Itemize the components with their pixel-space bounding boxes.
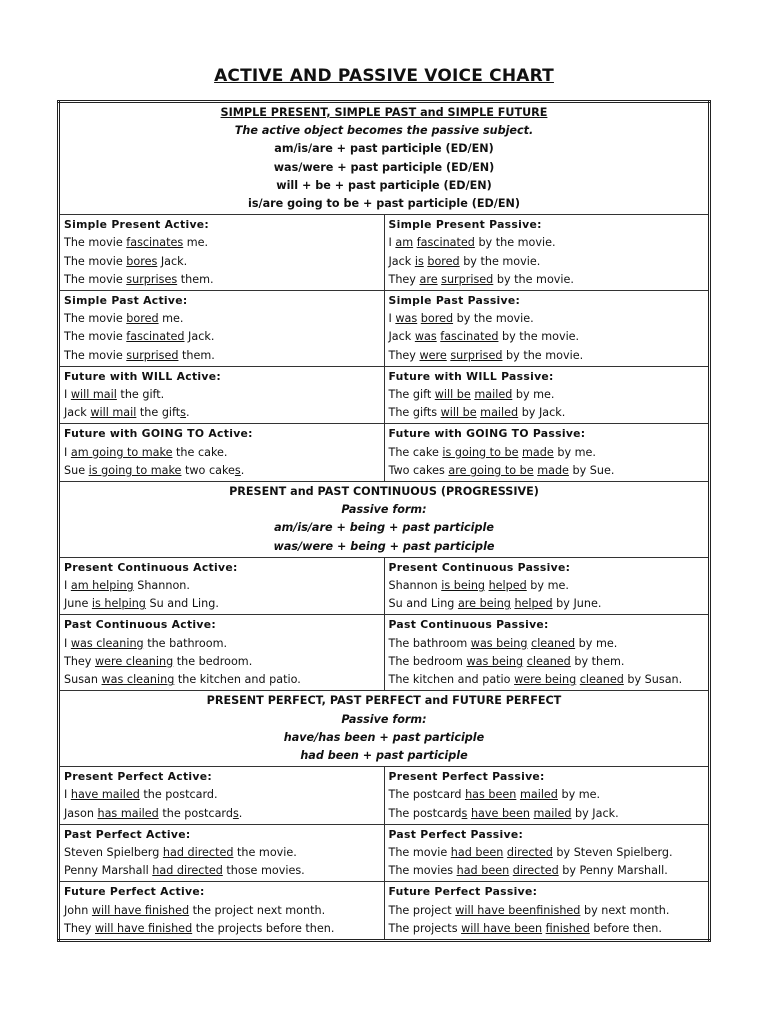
- sentence-text: Shannon: [388, 579, 442, 593]
- verb-phrase: had directed: [152, 864, 223, 878]
- passive-cell: [384, 366, 710, 424]
- example-sentence: [64, 786, 380, 804]
- sentence-text: The movie: [64, 312, 127, 326]
- section-header: [59, 102, 710, 215]
- example-sentence: [64, 386, 380, 404]
- sentence-text: Jack: [388, 330, 415, 344]
- header-line: Passive form:: [341, 503, 427, 517]
- sentence-text: by Jack.: [518, 406, 566, 420]
- voice-chart-table: [57, 100, 711, 942]
- sentence-text: by me.: [512, 388, 555, 402]
- sentence-text: by me.: [553, 445, 596, 459]
- verb-phrase: made: [522, 445, 554, 459]
- header-line: will + be + past participle (ED/EN): [276, 178, 492, 192]
- active-cell: [59, 615, 385, 691]
- verb-phrase: mailed: [519, 788, 558, 802]
- cell-label: Past Perfect Passive:: [388, 827, 524, 841]
- verb-phrase: helped: [488, 579, 527, 593]
- cell-label: Future with GOING TO Active:: [64, 427, 253, 441]
- cell-label: Simple Past Active:: [64, 294, 188, 308]
- sentence-text: The postcard: [388, 806, 462, 820]
- sentence-text: The kitchen and patio: [388, 673, 515, 687]
- sentence-text: The bathroom: [388, 636, 471, 650]
- sentence-text: the gift.: [116, 388, 165, 402]
- sentence-text: The bedroom: [388, 654, 467, 668]
- example-sentence: [64, 271, 380, 289]
- example-sentence: [64, 595, 380, 613]
- sentence-text: the bedroom.: [173, 654, 253, 668]
- example-sentence: [389, 595, 705, 613]
- sentence-text: The movies: [388, 864, 457, 878]
- cell-label: Future Perfect Active:: [64, 885, 205, 899]
- sentence-text: the cake.: [172, 445, 228, 459]
- active-cell: [59, 882, 385, 941]
- header-line: Passive form:: [341, 712, 427, 726]
- verb-phrase: was being: [466, 654, 524, 668]
- example-sentence: [389, 328, 705, 346]
- cell-label: Future with GOING TO Passive:: [388, 427, 586, 441]
- sentence-text: by them.: [570, 654, 625, 668]
- verb-phrase: mailed: [480, 406, 519, 420]
- header-line: am/is/are + being + past participle: [274, 521, 494, 535]
- passive-cell: [384, 882, 710, 941]
- sentence-text: I: [64, 788, 71, 802]
- sentence-text: by me.: [557, 788, 601, 802]
- sentence-text: the gift: [136, 406, 181, 420]
- sentence-text: Steven Spielberg: [64, 845, 163, 859]
- verb-phrase: mailed: [474, 388, 513, 402]
- sentence-text: the postcard.: [139, 788, 218, 802]
- sentence-text: by the movie.: [474, 236, 556, 250]
- sentence-text: by Sue.: [568, 463, 615, 477]
- tense-row: [59, 557, 710, 615]
- verb-phrase: is being: [441, 579, 486, 593]
- sentence-text: by June.: [552, 597, 602, 611]
- sentence-text: by the movie.: [498, 330, 580, 344]
- example-sentence: [389, 862, 705, 880]
- example-sentence: [64, 328, 380, 346]
- verb-phrase: s: [234, 463, 241, 477]
- example-sentence: [64, 805, 380, 823]
- cell-label: Present Continuous Passive:: [388, 560, 571, 574]
- example-sentence: [389, 805, 705, 823]
- sentence-text: Penny Marshall: [64, 864, 153, 878]
- header-line: have/has been + past participle: [283, 730, 485, 744]
- sentence-text: The movie: [64, 330, 127, 344]
- verb-phrase: were cleaning: [94, 654, 174, 668]
- sentence-text: The gift: [388, 388, 435, 402]
- verb-phrase: fascinates: [126, 236, 184, 250]
- example-sentence: [389, 310, 705, 328]
- verb-phrase: is helping: [91, 597, 146, 611]
- example-sentence: [389, 902, 705, 920]
- verb-phrase: am helping: [70, 579, 134, 593]
- verb-phrase: will mail: [90, 406, 137, 420]
- verb-phrase: was being: [470, 636, 528, 650]
- header-line: PRESENT and PAST CONTINUOUS (PROGRESSIVE): [229, 485, 539, 499]
- cell-label: Present Perfect Passive:: [388, 770, 545, 784]
- cell-label: Past Continuous Active:: [64, 618, 217, 632]
- sentence-text: The movie: [64, 254, 127, 268]
- sentence-text: They: [388, 272, 420, 286]
- verb-phrase: directed: [506, 845, 553, 859]
- example-sentence: [64, 404, 380, 422]
- sentence-text: by Jack.: [571, 806, 619, 820]
- sentence-text: The movie: [388, 845, 451, 859]
- sentence-text: I: [64, 636, 71, 650]
- verb-phrase: cleaned: [526, 654, 571, 668]
- cell-label: Future with WILL Active:: [64, 369, 222, 383]
- verb-phrase: have been: [470, 806, 530, 820]
- example-sentence: [64, 671, 380, 689]
- verb-phrase: fascinated: [440, 330, 499, 344]
- sentence-text: the postcard: [158, 806, 233, 820]
- verb-phrase: had directed: [162, 845, 234, 859]
- header-line: had been + past participle: [300, 748, 468, 762]
- tense-row: [59, 824, 710, 882]
- sentence-text: those movies.: [222, 864, 305, 878]
- sentence-text: Su and Ling: [388, 597, 458, 611]
- verb-phrase: directed: [512, 864, 559, 878]
- example-sentence: [64, 577, 380, 595]
- sentence-text: the kitchen and patio.: [174, 673, 301, 687]
- sentence-text: .: [238, 806, 243, 820]
- sentence-text: the bathroom.: [143, 636, 228, 650]
- sentence-text: by Penny Marshall.: [558, 864, 668, 878]
- header-line: was/were + past participle (ED/EN): [273, 160, 495, 174]
- cell-label: Future with WILL Passive:: [388, 369, 554, 383]
- example-sentence: [64, 653, 380, 671]
- verb-phrase: have mailed: [70, 788, 140, 802]
- active-cell: [59, 291, 385, 367]
- verb-phrase: will have been: [461, 921, 543, 935]
- verb-phrase: will have finished: [94, 921, 193, 935]
- cell-label: Future Perfect Passive:: [388, 885, 538, 899]
- chart-body: [59, 102, 710, 941]
- sentence-text: The projects: [388, 921, 462, 935]
- verb-phrase: made: [537, 463, 569, 477]
- sentence-text: Su and Ling.: [145, 597, 219, 611]
- sentence-text: .: [240, 463, 245, 477]
- verb-phrase: are being: [457, 597, 511, 611]
- verb-phrase: was: [395, 312, 418, 326]
- example-sentence: [389, 786, 705, 804]
- sentence-text: Shannon.: [133, 579, 190, 593]
- tense-row: [59, 366, 710, 424]
- example-sentence: [389, 920, 705, 938]
- passive-cell: [384, 215, 710, 291]
- tense-row: [59, 615, 710, 691]
- example-sentence: [389, 671, 705, 689]
- passive-cell: [384, 824, 710, 882]
- sentence-text: by me.: [575, 636, 618, 650]
- verb-phrase: were being: [514, 673, 577, 687]
- example-sentence: [389, 444, 705, 462]
- sentence-text: I: [64, 388, 71, 402]
- header-line: am/is/are + past participle (ED/EN): [274, 142, 494, 156]
- page-title: ACTIVE AND PASSIVE VOICE CHART: [214, 66, 554, 86]
- example-sentence: [389, 577, 705, 595]
- header-line: was/were + being + past participle: [273, 539, 495, 553]
- passive-cell: [384, 615, 710, 691]
- example-sentence: [389, 635, 705, 653]
- active-cell: [59, 767, 385, 825]
- example-sentence: [64, 862, 380, 880]
- verb-phrase: am going to make: [70, 445, 173, 459]
- active-cell: [59, 557, 385, 615]
- verb-phrase: were: [419, 348, 447, 362]
- sentence-text: Two cakes: [388, 463, 449, 477]
- sentence-text: the projects before then.: [192, 921, 335, 935]
- verb-phrase: fascinated: [416, 236, 475, 250]
- sentence-text: The movie: [64, 272, 127, 286]
- verb-phrase: s: [232, 806, 239, 820]
- example-sentence: [64, 462, 380, 480]
- verb-phrase: had been: [450, 845, 504, 859]
- verb-phrase: was: [414, 330, 437, 344]
- section-header-row: [59, 102, 710, 215]
- example-sentence: [389, 844, 705, 862]
- sentence-text: by Steven Spielberg.: [552, 845, 673, 859]
- sentence-text: The postcard: [388, 788, 466, 802]
- sentence-text: They: [64, 654, 95, 668]
- sentence-text: Jack: [388, 254, 415, 268]
- verb-phrase: will have finished: [91, 903, 190, 917]
- example-sentence: [389, 347, 705, 365]
- example-sentence: [389, 234, 705, 252]
- verb-phrase: finished: [536, 903, 581, 917]
- sentence-text: Jack.: [157, 254, 188, 268]
- header-line: PRESENT PERFECT, PAST PERFECT and FUTURE PERFECT: [206, 694, 562, 708]
- sentence-text: them.: [178, 348, 215, 362]
- sentence-text: John: [64, 903, 92, 917]
- sentence-text: June: [64, 597, 92, 611]
- verb-phrase: has mailed: [97, 806, 159, 820]
- sentence-text: I: [388, 236, 396, 250]
- cell-label: Past Continuous Passive:: [388, 618, 549, 632]
- example-sentence: [64, 253, 380, 271]
- verb-phrase: helped: [514, 597, 553, 611]
- active-cell: [59, 366, 385, 424]
- sentence-text: by me.: [526, 579, 569, 593]
- active-cell: [59, 215, 385, 291]
- sentence-text: me.: [158, 312, 184, 326]
- cell-label: Past Perfect Active:: [64, 827, 191, 841]
- cell-label: Simple Present Active:: [64, 218, 210, 232]
- verb-phrase: cleaned: [579, 673, 624, 687]
- verb-phrase: was cleaning: [70, 636, 144, 650]
- verb-phrase: cleaned: [531, 636, 576, 650]
- sentence-text: The movie: [64, 236, 127, 250]
- sentence-text: before then.: [589, 921, 662, 935]
- passive-cell: [384, 767, 710, 825]
- header-line: is/are going to be + past participle (ED/EN): [248, 197, 520, 211]
- cell-label: Present Perfect Active:: [64, 770, 213, 784]
- cell-label: Present Continuous Active:: [64, 560, 238, 574]
- example-sentence: [389, 271, 705, 289]
- header-line: SIMPLE PRESENT, SIMPLE PAST and SIMPLE FUTURE: [220, 106, 548, 119]
- sentence-text: They: [388, 348, 420, 362]
- verb-phrase: are going to be: [448, 463, 534, 477]
- verb-phrase: will have been: [455, 903, 537, 917]
- verb-phrase: surprised: [126, 348, 179, 362]
- verb-phrase: bored: [427, 254, 460, 268]
- example-sentence: [64, 902, 380, 920]
- sentence-text: by the movie.: [459, 254, 541, 268]
- section-header-row: [59, 482, 710, 558]
- tense-row: [59, 424, 710, 482]
- sentence-text: by the movie.: [453, 312, 534, 326]
- verb-phrase: surprises: [126, 272, 178, 286]
- tense-row: [59, 882, 710, 941]
- verb-phrase: had been: [456, 864, 510, 878]
- verb-phrase: will be: [440, 406, 477, 420]
- section-header-row: [59, 691, 710, 767]
- verb-phrase: is: [414, 254, 424, 268]
- sentence-text: I: [64, 579, 71, 593]
- sentence-text: Susan: [64, 673, 102, 687]
- verb-phrase: am: [395, 236, 414, 250]
- section-header: [59, 482, 710, 558]
- active-cell: [59, 424, 385, 482]
- active-cell: [59, 824, 385, 882]
- sentence-text: I: [64, 445, 71, 459]
- sentence-text: The cake: [388, 445, 443, 459]
- verb-phrase: bored: [420, 312, 454, 326]
- sentence-text: by Susan.: [623, 673, 683, 687]
- example-sentence: [64, 234, 380, 252]
- verb-phrase: fascinated: [126, 330, 185, 344]
- sentence-text: them.: [177, 272, 214, 286]
- verb-phrase: surprised: [450, 348, 503, 362]
- sentence-text: two cake: [181, 463, 235, 477]
- sentence-text: .: [186, 406, 190, 420]
- header-line: The active object becomes the passive subject.: [234, 124, 534, 138]
- example-sentence: [389, 653, 705, 671]
- example-sentence: [389, 253, 705, 271]
- example-sentence: [64, 310, 380, 328]
- example-sentence: [64, 444, 380, 462]
- passive-cell: [384, 557, 710, 615]
- example-sentence: [389, 462, 705, 480]
- sentence-text: The project: [388, 903, 456, 917]
- sentence-text: the movie.: [233, 845, 297, 859]
- sentence-text: me.: [183, 236, 209, 250]
- passive-cell: [384, 424, 710, 482]
- verb-phrase: is going to be: [442, 445, 519, 459]
- sentence-text: by the movie.: [493, 272, 574, 286]
- section-header: [59, 691, 710, 767]
- example-sentence: [389, 404, 705, 422]
- cell-label: Simple Present Passive:: [388, 218, 542, 232]
- sentence-text: Sue: [64, 463, 89, 477]
- verb-phrase: bores: [126, 254, 158, 268]
- sentence-text: by next month.: [580, 903, 670, 917]
- verb-phrase: bored: [126, 312, 159, 326]
- verb-phrase: finished: [545, 921, 590, 935]
- example-sentence: [64, 635, 380, 653]
- sentence-text: Jack.: [184, 330, 215, 344]
- verb-phrase: will mail: [70, 388, 117, 402]
- sentence-text: The movie: [64, 348, 127, 362]
- verb-phrase: will be: [434, 388, 471, 402]
- example-sentence: [389, 386, 705, 404]
- verb-phrase: s: [180, 406, 187, 420]
- sentence-text: by the movie.: [502, 348, 584, 362]
- verb-phrase: was cleaning: [101, 673, 175, 687]
- passive-cell: [384, 291, 710, 367]
- verb-phrase: surprised: [441, 272, 494, 286]
- sentence-text: the project next month.: [189, 903, 326, 917]
- example-sentence: [64, 347, 380, 365]
- verb-phrase: are: [419, 272, 438, 286]
- verb-phrase: s: [461, 806, 468, 820]
- cell-label: Simple Past Passive:: [388, 294, 521, 308]
- verb-phrase: is going to make: [88, 463, 182, 477]
- example-sentence: [64, 844, 380, 862]
- tense-row: [59, 291, 710, 367]
- sentence-text: They: [64, 921, 95, 935]
- example-sentence: [64, 920, 380, 938]
- sentence-text: Jason: [64, 806, 98, 820]
- tense-row: [59, 215, 710, 291]
- sentence-text: The gifts: [388, 406, 441, 420]
- verb-phrase: has been: [465, 788, 517, 802]
- verb-phrase: mailed: [533, 806, 572, 820]
- sentence-text: I: [388, 312, 396, 326]
- tense-row: [59, 767, 710, 825]
- sentence-text: Jack: [64, 406, 91, 420]
